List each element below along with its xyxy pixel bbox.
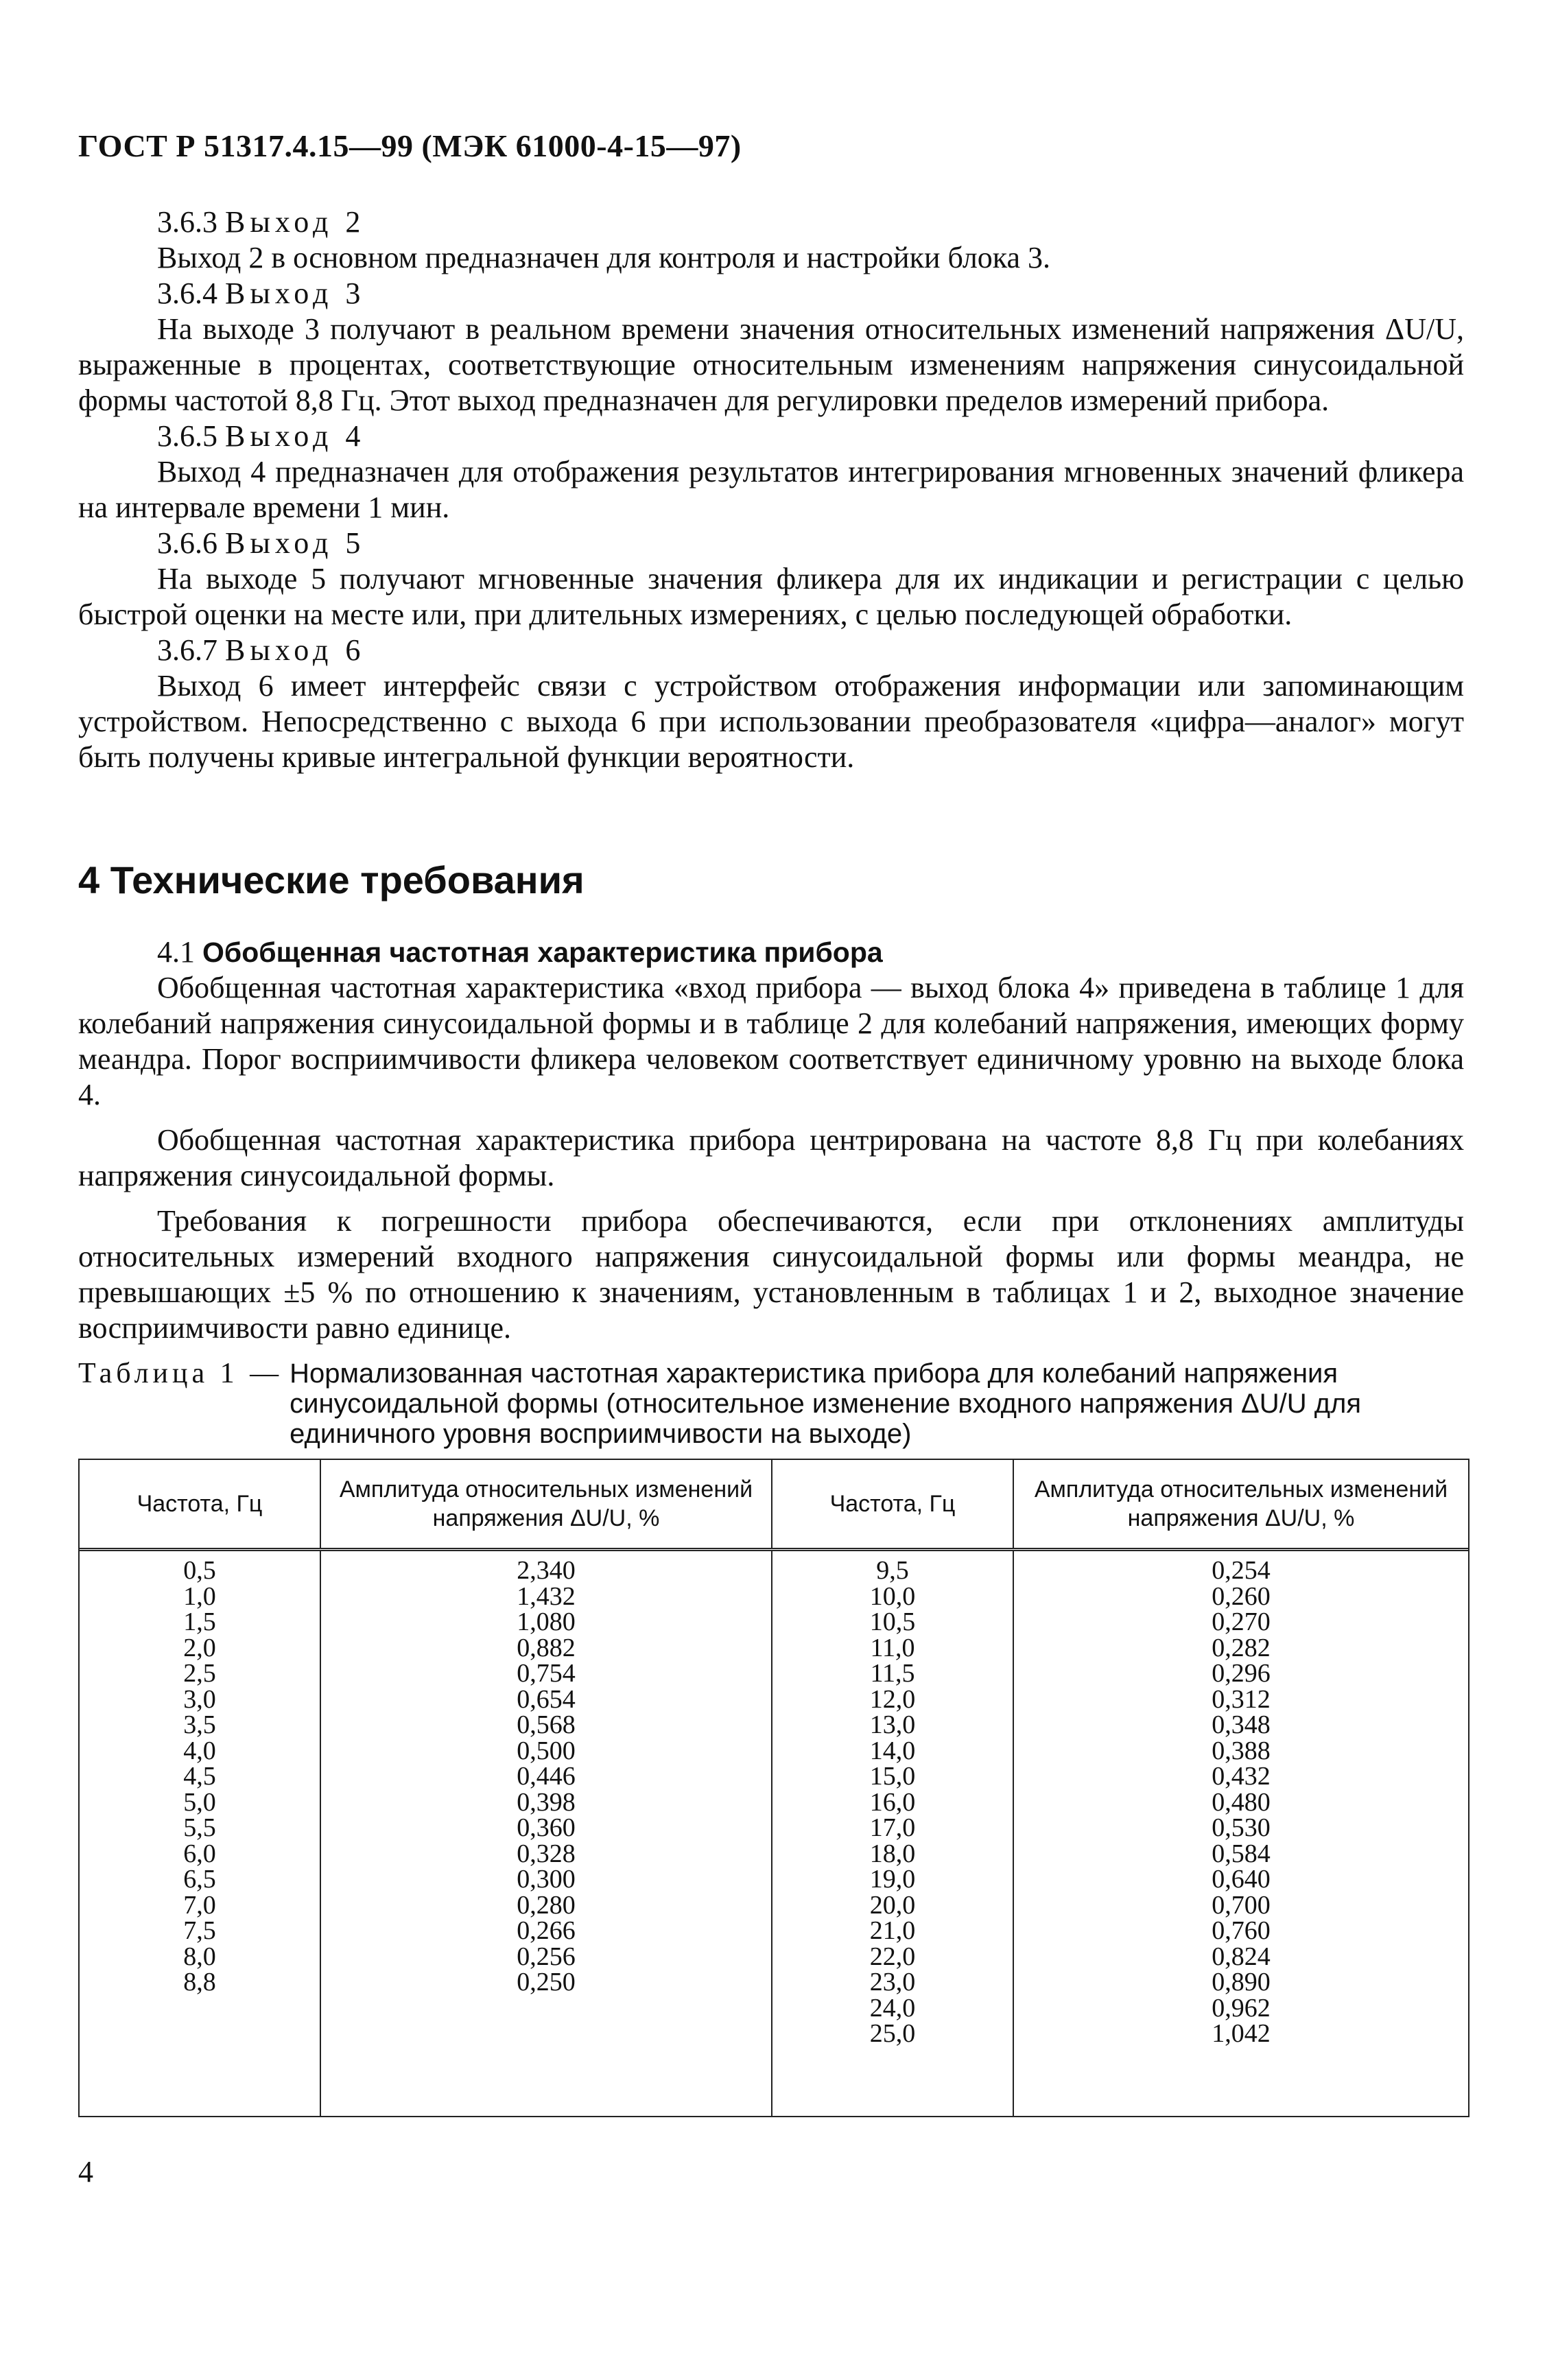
paragraph-4-1-c: Требования к погрешности прибора обеспечиваются, если при отклонениях амплитуды относительных измерений входного напряжения синусоидальной формы или формы меандра, не превышающих ±5 % по отношению к значениям, установленным в таблицах 1 и 2, выходное значение восприимчивости равно единице. [78,1204,1464,1345]
subsection-number: 3.6.5 [157,419,217,453]
frequency-table [78,1459,1470,2117]
table-column-left-amplitude [321,1551,772,2116]
subsection-heading-3-6-4 [78,276,1464,311]
table-cell: 2,340 [517,1556,576,1585]
table-caption [78,1358,1471,1449]
table-cell: 12,0 [869,1684,916,1714]
table-cell: 3,5 [183,1710,216,1739]
table-cell: 0,584 [1212,1839,1271,1868]
table-cell: 1,432 [517,1581,576,1611]
table-cell: 0,300 [517,1865,576,1894]
subsection-number: 3.6.6 [157,526,217,560]
table-cell: 0,890 [1212,1968,1271,1996]
table-cell: 16,0 [869,1787,916,1817]
table-header-cell: Частота, Гц [80,1460,321,1548]
table-cell: 11,5 [870,1659,915,1688]
subsection-heading-text: Выход 4 [225,419,366,453]
table-cell: 0,500 [517,1736,576,1765]
table-header-row [80,1460,1468,1551]
table-cell: 10,5 [869,1607,916,1636]
table-cell: 0,270 [1212,1607,1271,1636]
paragraph-4-1-b: Обобщенная частотная характеристика прибора центрирована на частоте 8,8 Гц при колебаниях напряжения синусоидальной формы. [78,1123,1464,1192]
table-cell: 1,042 [1212,2019,1271,2048]
table-header-cell: Амплитуда относительных изменений напряжения ΔU/U, % [1034,1476,1448,1531]
table-cell: 24,0 [869,1993,916,2023]
table-cell: 22,0 [869,1942,916,1971]
table-cell: 2,0 [183,1633,216,1662]
table-cell: 0,312 [1212,1684,1271,1714]
page-number: 4 [78,2155,93,2189]
table-column-left-frequency [80,1551,321,2116]
table-cell: 0,760 [1212,1916,1271,1945]
subsection-heading-text: Выход 5 [225,526,366,560]
table-cell: 0,256 [517,1942,576,1971]
table-cell: 21,0 [869,1916,916,1945]
subsection-heading-4-1 [78,934,1464,970]
table-cell: 25,0 [869,2019,916,2048]
table-cell: 6,0 [183,1839,216,1868]
table-body [80,1551,1468,2116]
table-cell: 20,0 [869,1890,916,1920]
table-cell: 17,0 [869,1813,916,1842]
table-column-right-frequency [772,1551,1014,2116]
table-cell: 0,824 [1212,1942,1271,1971]
subsection-heading-3-6-7 [78,633,1464,668]
section-4-body [78,934,1464,1346]
table-cell: 0,568 [517,1710,576,1739]
paragraph-3-6-3: Выход 2 в основном предназначен для контроля и настройки блока 3. [157,241,1051,274]
table-cell: 0,348 [1212,1710,1271,1739]
document-header: ГОСТ Р 51317.4.15—99 (МЭК 61000-4-15—97) [78,128,742,163]
table-cell: 0,254 [1212,1556,1271,1585]
table-cell: 0,260 [1212,1581,1271,1611]
subsection-heading-text: Выход 6 [225,633,366,667]
table-cell: 5,0 [183,1787,216,1817]
table-cell: 0,388 [1212,1736,1271,1765]
table-cell: 0,266 [517,1916,576,1945]
subsection-title: Обобщенная частотная характеристика прибора [202,936,883,968]
table-cell: 0,280 [517,1890,576,1920]
subsection-heading-3-6-5 [78,419,1464,454]
subsection-number: 4.1 [157,935,195,969]
table-cell: 0,328 [517,1839,576,1868]
table-cell: 9,5 [876,1556,909,1585]
table-cell: 0,654 [517,1684,576,1714]
section-4-title: 4 Технические требования [78,858,585,902]
table-cell: 7,5 [183,1916,216,1945]
paragraph-3-6-7: Выход 6 имеет интерфейс связи с устройством отображения информации или запоминающим устройством. Непосредственно с выхода 6 при использовании преобразователя «цифра—аналог» могут быть получены кривые интегральной функции вероятности. [78,669,1464,774]
paragraph-4-1-a: Обобщенная частотная характеристика «вход прибора — выход блока 4» приведена в таблице 1 для колебаний напряжения синусоидальной формы и в таблице 2 для колебаний напряжения, имеющих форму меандра. Порог восприимчивости фликера человеком соответствует единичному уровню на выходе блока 4. [78,971,1464,1111]
table-cell: 14,0 [869,1736,916,1765]
table-cell: 23,0 [869,1968,916,1996]
table-column-right-amplitude [1014,1551,1468,2116]
table-cell: 7,0 [183,1890,216,1920]
table-cell: 0,360 [517,1813,576,1842]
table-cell: 19,0 [869,1865,916,1894]
table-cell: 15,0 [869,1762,916,1791]
subsection-heading-text: Выход 2 [225,205,366,239]
table-cell: 18,0 [869,1839,916,1868]
table-cell: 10,0 [869,1581,916,1611]
table-cell: 5,5 [183,1813,216,1842]
table-cell: 0,282 [1212,1633,1271,1662]
table-cell: 1,080 [517,1607,576,1636]
table-cell: 8,0 [183,1942,216,1971]
subsection-heading-text: Выход 3 [225,276,366,310]
table-cell: 1,5 [183,1607,216,1636]
table-header-cell: Частота, Гц [772,1460,1014,1548]
table-cell: 8,8 [183,1968,216,1996]
table-cell: 1,0 [183,1581,216,1611]
table-caption-text: Нормализованная частотная характеристика прибора для колебаний напряжения синусоидальной формы (относительное изменение входного напряжения ΔU/U для единичного уровня восприимчивости на выходе) [290,1358,1362,1449]
table-cell: 0,640 [1212,1865,1271,1894]
table-cell: 0,296 [1212,1659,1271,1688]
subsection-heading-3-6-6 [78,526,1464,561]
subsection-number: 3.6.4 [157,276,217,310]
table-cell: 0,754 [517,1659,576,1688]
table-cell: 4,0 [183,1736,216,1765]
table-cell: 0,700 [1212,1890,1271,1920]
table-cell: 0,962 [1212,1993,1271,2023]
table-cell: 13,0 [869,1710,916,1739]
table-cell: 0,530 [1212,1813,1271,1842]
table-label: Таблица 1 — [78,1358,283,1389]
table-cell: 6,5 [183,1865,216,1894]
table-cell: 4,5 [183,1762,216,1791]
table-cell: 0,432 [1212,1762,1271,1791]
table-cell: 0,398 [517,1787,576,1817]
paragraph-3-6-5: Выход 4 предназначен для отображения результатов интегрирования мгновенных значений фликера на интервале времени 1 мин. [78,455,1464,524]
paragraph-3-6-6: На выходе 5 получают мгновенные значения фликера для их индикации и регистрации с целью быстрой оценки на месте или, при длительных измерениях, с целью последующей обработки. [78,562,1464,631]
paragraph-3-6-4: На выходе 3 получают в реальном времени значения относительных изменений напряжения ΔU/U, выраженные в процентах, соответствующие относительным изменениям напряжения синусоидальной формы частотой 8,8 Гц. Этот выход предназначен для регулировки пределов измерений прибора. [78,312,1464,417]
subsection-number: 3.6.3 [157,205,217,239]
table-cell: 0,480 [1212,1787,1271,1817]
table-cell: 0,446 [517,1762,576,1791]
table-cell: 0,882 [517,1633,576,1662]
section-3-6-body [78,204,1464,775]
table-cell: 3,0 [183,1684,216,1714]
table-cell: 0,250 [517,1968,576,1996]
table-cell: 11,0 [870,1633,915,1662]
table-cell: 0,5 [183,1556,216,1585]
table-cell: 2,5 [183,1659,216,1688]
subsection-heading-3-6-3 [78,204,1464,240]
table-header-cell: Амплитуда относительных изменений напряжения ΔU/U, % [321,1460,772,1548]
subsection-number: 3.6.7 [157,633,217,667]
